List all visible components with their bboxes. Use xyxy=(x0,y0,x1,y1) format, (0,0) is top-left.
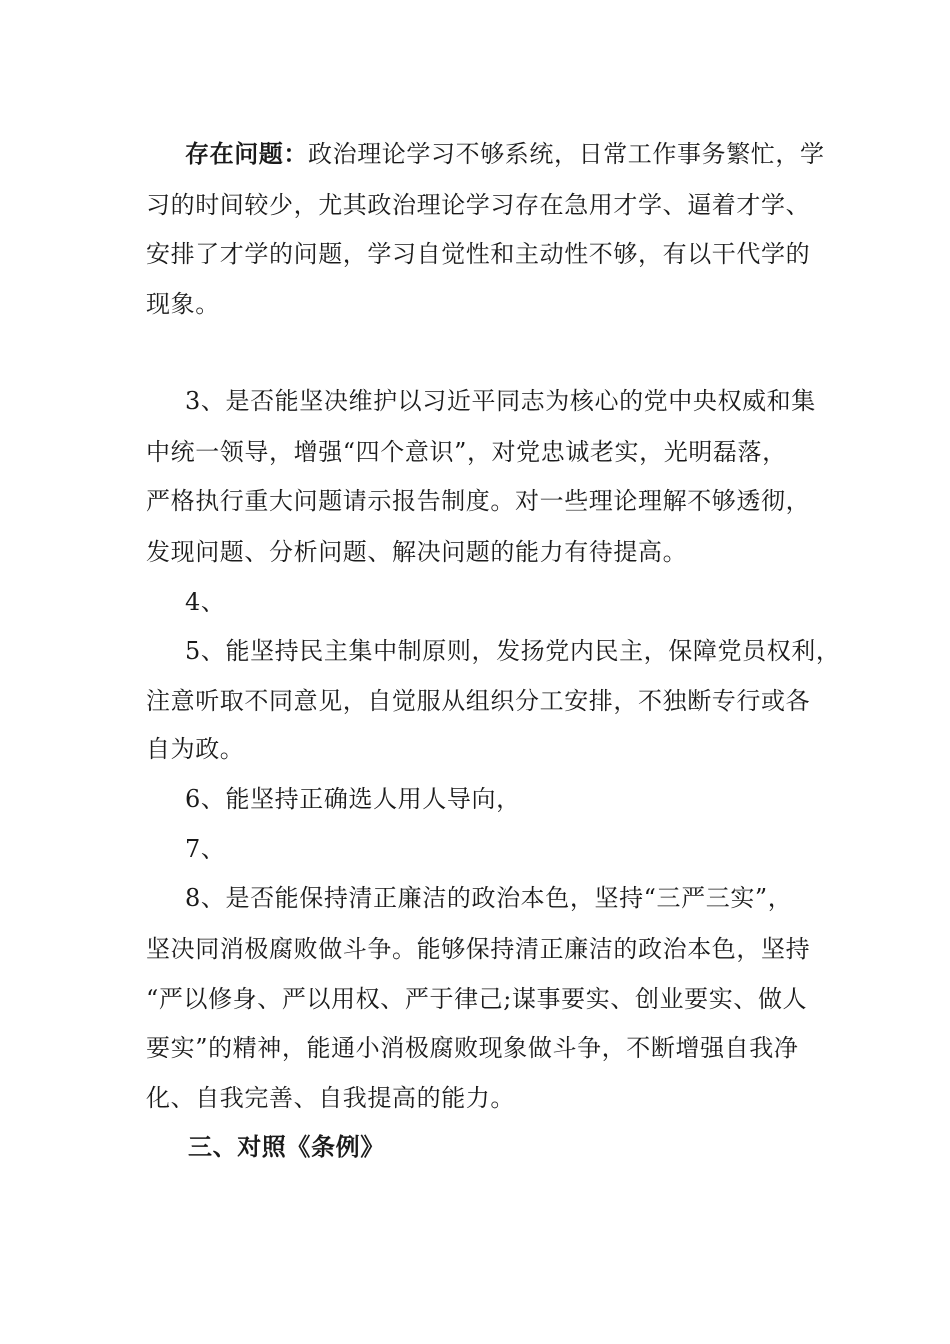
item8-line-2: 坚决同消极腐败做斗争。能够保持清正廉洁的政治本色，坚持 xyxy=(146,935,811,963)
item8-line-5: 化、自我完善、自我提高的能力。 xyxy=(146,1084,515,1112)
item3-line-3: 严格执行重大问题请示报告制度。对一些理论理解不够透彻， xyxy=(146,487,811,515)
problem-first-line xyxy=(185,138,825,170)
problem-text-line-3: 安排了才学的问题，学习自觉性和主动性不够，有以干代学的 xyxy=(146,240,811,268)
problem-text-line-2: 习的时间较少，尤其政治理论学习存在急用才学、逼着才学、 xyxy=(146,191,811,219)
item3-line-1: 3、是否能坚决维护以习近平同志为核心的党中央权威和集 xyxy=(185,387,816,415)
problem-text-line-1: 政治理论学习不够系统，日常工作事务繁忙，学 xyxy=(308,140,825,168)
item4-line: 4、 xyxy=(185,588,226,616)
problem-text-line-4: 现象。 xyxy=(146,290,220,318)
item3-line-4: 发现问题、分析问题、解决问题的能力有待提高。 xyxy=(146,538,688,566)
item8-line-1: 8、是否能保持清正廉洁的政治本色，坚持“三严三实”， xyxy=(185,884,793,912)
item5-line-3: 自为政。 xyxy=(146,735,245,763)
problem-label: 存在问题： xyxy=(185,139,308,168)
item8-line-3: “严以修身、严以用权、严于律己;谋事要实、创业要实、做人 xyxy=(146,985,808,1013)
item3-line-2: 中统一领导，增强“四个意识”，对党忠诚老实，光明磊落， xyxy=(146,438,787,466)
item7-line: 7、 xyxy=(185,835,226,863)
item5-line-2: 注意听取不同意见，自觉服从组织分工安排，不独断专行或各 xyxy=(146,687,811,715)
item8-line-4: 要实”的精神，能通小消极腐败现象做斗争，不断增强自我净 xyxy=(146,1034,799,1062)
item5-line-1: 5、能坚持民主集中制原则，发扬党内民主，保障党员权利， xyxy=(185,637,841,665)
section-heading: 三、对照《条例》 xyxy=(188,1132,385,1161)
item6-line: 6、能坚持正确选人用人导向， xyxy=(185,785,521,813)
